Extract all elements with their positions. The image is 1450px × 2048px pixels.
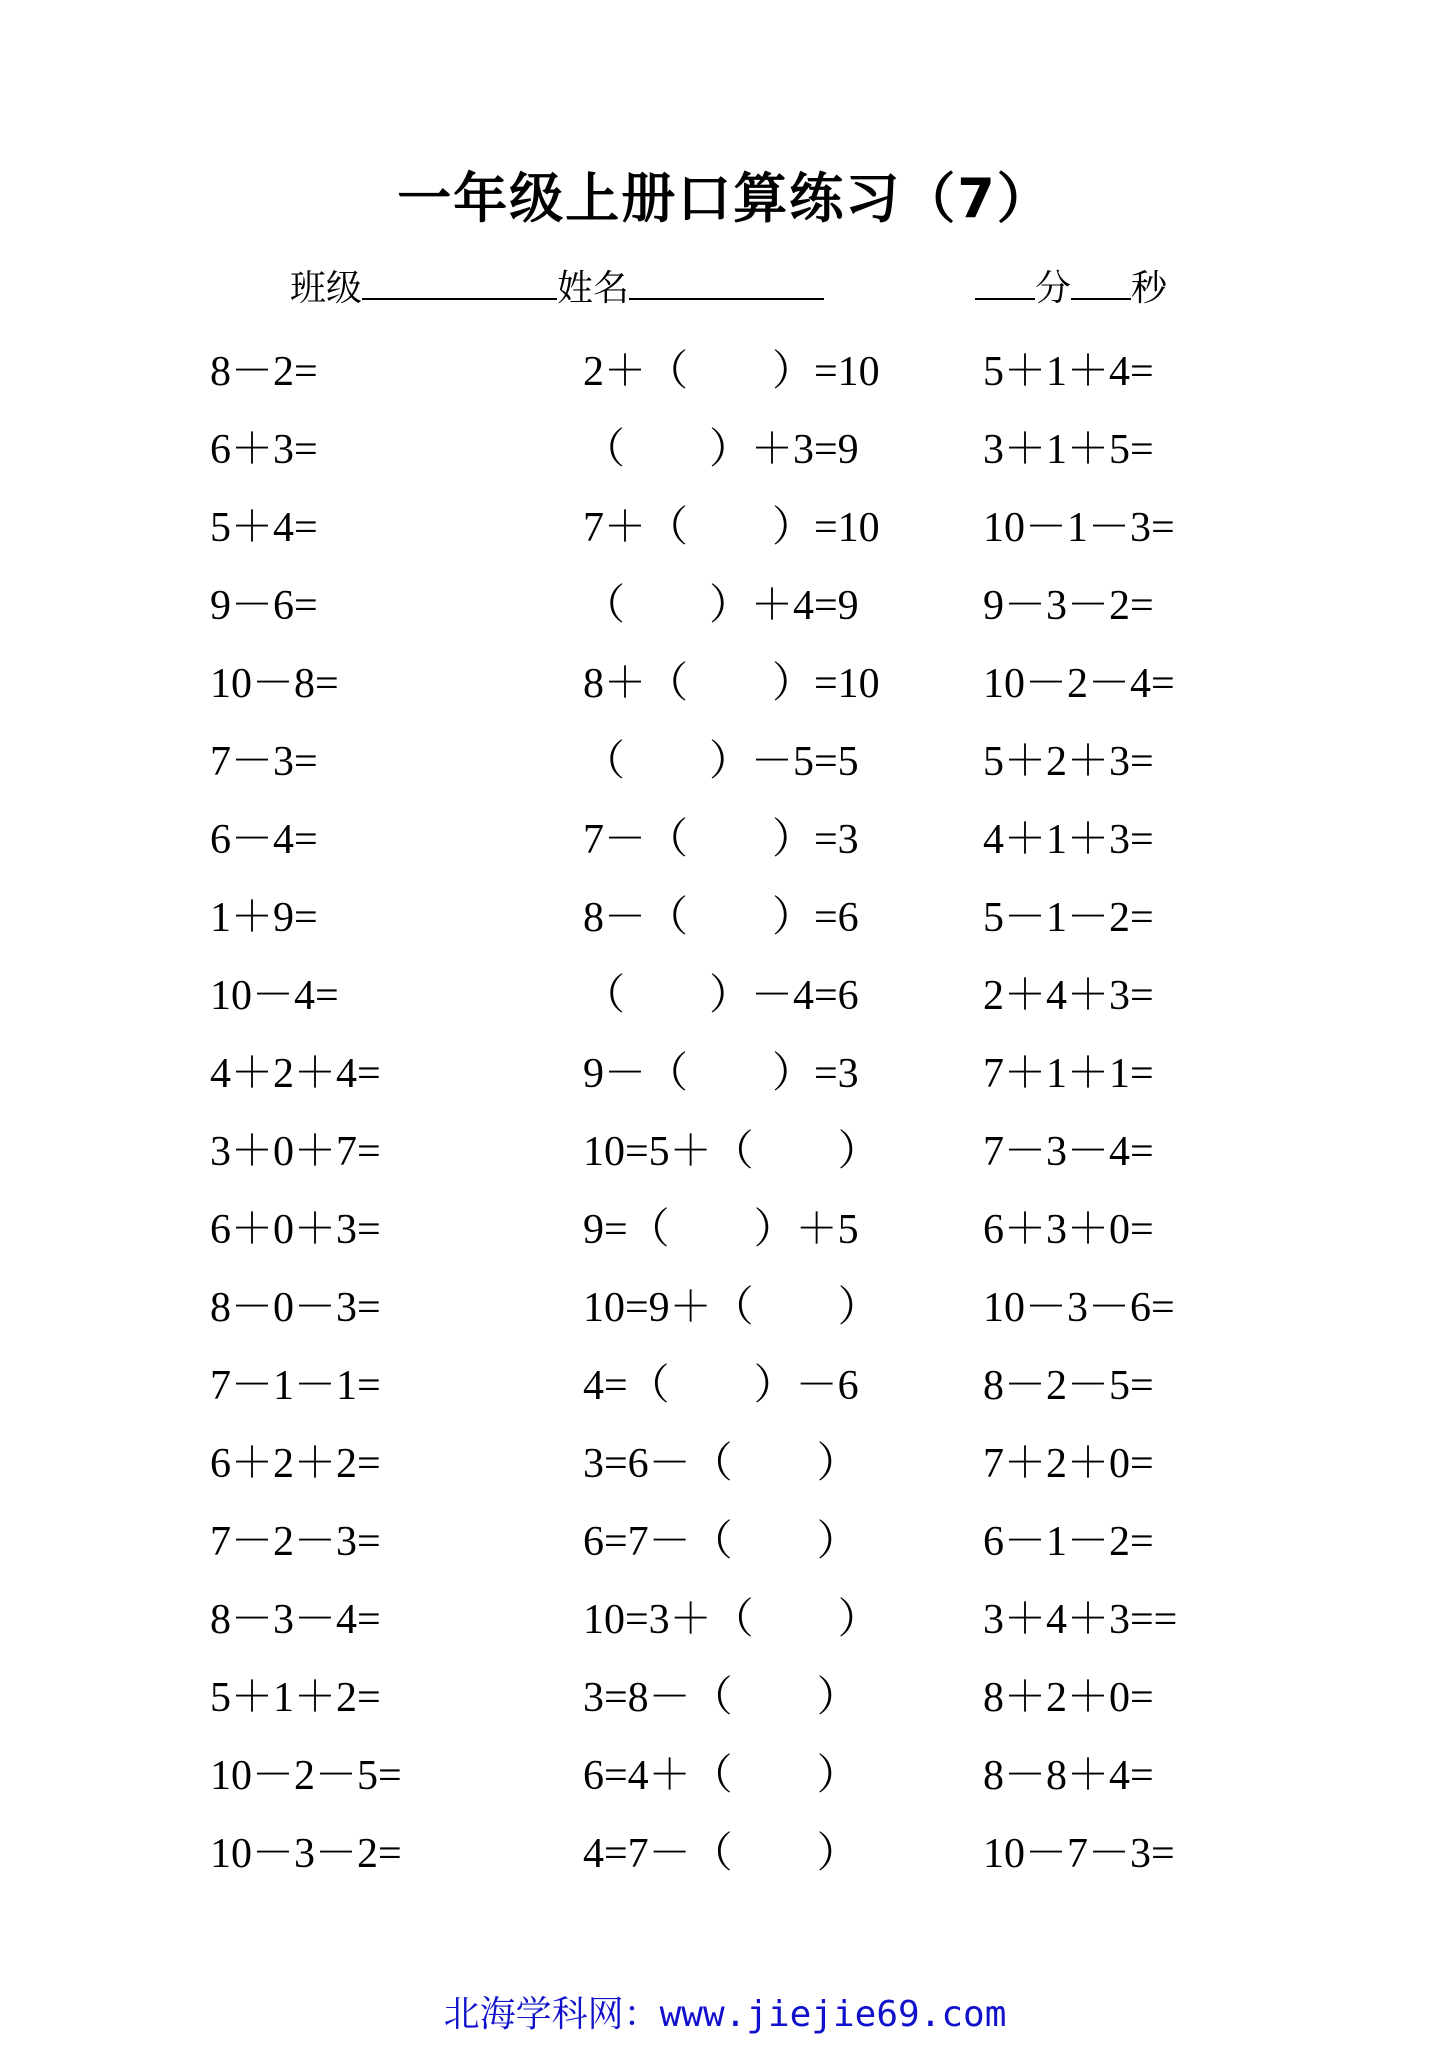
arithmetic-problem: 9－（ ）=3 bbox=[583, 1051, 859, 1097]
arithmetic-problem: 8－3－4= bbox=[210, 1597, 381, 1643]
problem-row bbox=[0, 1432, 1450, 1510]
arithmetic-problem: （ ）＋3=9 bbox=[583, 427, 859, 473]
arithmetic-problem: 4=（ ）－6 bbox=[583, 1363, 859, 1409]
arithmetic-problem: 1＋9= bbox=[210, 895, 318, 941]
problem-row bbox=[0, 1042, 1450, 1120]
page-title: 一年级上册口算练习（7） bbox=[397, 167, 1053, 230]
problem-row bbox=[0, 1744, 1450, 1822]
student-info-line bbox=[290, 262, 824, 312]
problem-row bbox=[0, 1666, 1450, 1744]
problem-row bbox=[0, 1120, 1450, 1198]
arithmetic-problem: 3=6－（ ） bbox=[583, 1441, 859, 1487]
arithmetic-problem: 10=9＋（ ） bbox=[583, 1285, 880, 1331]
second-label: 秒 bbox=[1131, 268, 1168, 309]
arithmetic-problem: 10=3＋（ ） bbox=[583, 1597, 880, 1643]
name-label: 姓名 bbox=[557, 268, 630, 309]
problem-row bbox=[0, 1276, 1450, 1354]
arithmetic-problem: 7＋2＋0= bbox=[983, 1441, 1154, 1487]
problem-row bbox=[0, 1510, 1450, 1588]
problem-grid bbox=[0, 340, 1450, 1900]
arithmetic-problem: 4=7－（ ） bbox=[583, 1831, 859, 1877]
arithmetic-problem: 6＋3＋0= bbox=[983, 1207, 1154, 1253]
problem-row bbox=[0, 340, 1450, 418]
arithmetic-problem: 9－3－2= bbox=[983, 583, 1154, 629]
problem-row bbox=[0, 418, 1450, 496]
arithmetic-problem: 3＋0＋7= bbox=[210, 1129, 381, 1175]
arithmetic-problem: 3=8－（ ） bbox=[583, 1675, 859, 1721]
arithmetic-problem: 10－1－3= bbox=[983, 505, 1175, 551]
arithmetic-problem: 8－0－3= bbox=[210, 1285, 381, 1331]
arithmetic-problem: 6－1－2= bbox=[983, 1519, 1154, 1565]
arithmetic-problem: 10－4= bbox=[210, 973, 339, 1019]
arithmetic-problem: 7－3－4= bbox=[983, 1129, 1154, 1175]
arithmetic-problem: 3＋1＋5= bbox=[983, 427, 1154, 473]
arithmetic-problem: 8－（ ）=6 bbox=[583, 895, 859, 941]
arithmetic-problem: 8＋（ ）=10 bbox=[583, 661, 880, 707]
arithmetic-problem: 6＋3= bbox=[210, 427, 318, 473]
class-blank bbox=[362, 262, 557, 300]
arithmetic-problem: 8－8＋4= bbox=[983, 1753, 1154, 1799]
problem-row bbox=[0, 886, 1450, 964]
timer-line bbox=[975, 262, 1167, 312]
arithmetic-problem: 5－1－2= bbox=[983, 895, 1154, 941]
arithmetic-problem: 10－2－5= bbox=[210, 1753, 402, 1799]
arithmetic-problem: 10－7－3= bbox=[983, 1831, 1175, 1877]
arithmetic-problem: 6=4＋（ ） bbox=[583, 1753, 859, 1799]
arithmetic-problem: 5＋1＋4= bbox=[983, 349, 1154, 395]
arithmetic-problem: 4＋2＋4= bbox=[210, 1051, 381, 1097]
arithmetic-problem: 4＋1＋3= bbox=[983, 817, 1154, 863]
arithmetic-problem: 2＋4＋3= bbox=[983, 973, 1154, 1019]
arithmetic-problem: 8－2= bbox=[210, 349, 318, 395]
problem-row bbox=[0, 652, 1450, 730]
problem-row bbox=[0, 1822, 1450, 1900]
problem-row bbox=[0, 1198, 1450, 1276]
arithmetic-problem: 7＋（ ）=10 bbox=[583, 505, 880, 551]
arithmetic-problem: （ ）＋4=9 bbox=[583, 583, 859, 629]
arithmetic-problem: 9－6= bbox=[210, 583, 318, 629]
minute-blank bbox=[975, 262, 1035, 300]
problem-row bbox=[0, 808, 1450, 886]
arithmetic-problem: 5＋2＋3= bbox=[983, 739, 1154, 785]
arithmetic-problem: 7－1－1= bbox=[210, 1363, 381, 1409]
arithmetic-problem: （ ）－5=5 bbox=[583, 739, 859, 785]
arithmetic-problem: 10－3－2= bbox=[210, 1831, 402, 1877]
arithmetic-problem: 7＋1＋1= bbox=[983, 1051, 1154, 1097]
arithmetic-problem: 6＋2＋2= bbox=[210, 1441, 381, 1487]
arithmetic-problem: 7－2－3= bbox=[210, 1519, 381, 1565]
arithmetic-problem: 5＋1＋2= bbox=[210, 1675, 381, 1721]
arithmetic-problem: 10=5＋（ ） bbox=[583, 1129, 880, 1175]
arithmetic-problem: 10－8= bbox=[210, 661, 339, 707]
problem-row bbox=[0, 1588, 1450, 1666]
class-label: 班级 bbox=[290, 268, 363, 309]
problem-row bbox=[0, 496, 1450, 574]
problem-row bbox=[0, 964, 1450, 1042]
arithmetic-problem: 9=（ ）＋5 bbox=[583, 1207, 859, 1253]
footer-watermark: 北海学科网：www.jiejie69.com bbox=[443, 1994, 1007, 2035]
problem-row bbox=[0, 1354, 1450, 1432]
arithmetic-problem: 5＋4= bbox=[210, 505, 318, 551]
arithmetic-problem: 6＋0＋3= bbox=[210, 1207, 381, 1253]
arithmetic-problem: 10－3－6= bbox=[983, 1285, 1175, 1331]
arithmetic-problem: 8－2－5= bbox=[983, 1363, 1154, 1409]
arithmetic-problem: 3＋4＋3== bbox=[983, 1597, 1178, 1643]
arithmetic-problem: 7－3= bbox=[210, 739, 318, 785]
problem-row bbox=[0, 574, 1450, 652]
arithmetic-problem: 8＋2＋0= bbox=[983, 1675, 1154, 1721]
arithmetic-problem: （ ）－4=6 bbox=[583, 973, 859, 1019]
arithmetic-problem: 7－（ ）=3 bbox=[583, 817, 859, 863]
problem-row bbox=[0, 730, 1450, 808]
name-blank bbox=[629, 262, 824, 300]
arithmetic-problem: 10－2－4= bbox=[983, 661, 1175, 707]
arithmetic-problem: 6=7－（ ） bbox=[583, 1519, 859, 1565]
minute-label: 分 bbox=[1035, 268, 1072, 309]
arithmetic-problem: 2＋（ ）=10 bbox=[583, 349, 880, 395]
arithmetic-problem: 6－4= bbox=[210, 817, 318, 863]
second-blank bbox=[1071, 262, 1131, 300]
